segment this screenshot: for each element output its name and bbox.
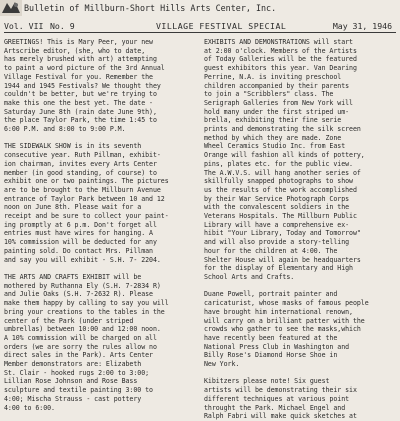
text-line: throught the Park. Michael Engel and bbox=[204, 403, 346, 412]
text-line: are to be brought to the Millburn Avenue bbox=[4, 185, 161, 194]
text-line: 4:00 to 6:00. bbox=[4, 403, 55, 412]
text-line: consecutive year. Ruth Pillman, exhibit- bbox=[4, 151, 161, 160]
text-line: School Arts and Crafts. bbox=[204, 272, 295, 281]
text-line: EXHIBITS AND DEMONSTRATIONS will start bbox=[204, 38, 353, 46]
text-line: have brought him international renown, bbox=[204, 307, 353, 316]
left-article-column bbox=[4, 38, 196, 412]
text-line: sculpture and textile painting 3:00 to bbox=[4, 386, 153, 395]
text-line: center of the Park (under striped bbox=[4, 316, 134, 325]
text-line: National Press Club in Washington and bbox=[204, 342, 350, 351]
text-line: 10% commission will be deducted for any bbox=[4, 238, 157, 247]
header-divider bbox=[4, 32, 396, 33]
text-line: Veterans Hospitals. The Millburn Public bbox=[204, 212, 357, 221]
text-line: GREETINGS! This is Mary Peer, your new bbox=[4, 38, 153, 46]
text-line: Kibitzers please note! Six guest bbox=[204, 377, 330, 386]
text-line: different techniques at various point bbox=[204, 394, 350, 403]
text-line: of Today Galleries will be the featured bbox=[204, 55, 357, 64]
text-line: Serigraph Galleries from New York will bbox=[204, 98, 353, 107]
text-line: crowds who gather to see the masks,which bbox=[204, 325, 361, 334]
text-line: entrance of Taylor Park between 10 and 12 bbox=[4, 194, 165, 203]
text-line: direct sales in the Park). Arts Center bbox=[4, 351, 153, 360]
text-line: Orange will fashion all kinds of pottery, bbox=[204, 151, 365, 160]
text-line: for the display of Elementary and High bbox=[204, 264, 353, 273]
text-line: artists will be demonstrating their six bbox=[204, 386, 357, 395]
text-line: ion chairman, invites every Arts Center bbox=[4, 159, 157, 168]
right-article-column bbox=[204, 38, 400, 421]
text-line: Ralph Fabri will make quick sketches at bbox=[204, 412, 357, 421]
text-line: Duane Powell, portrait painter and bbox=[204, 290, 338, 299]
text-line: Shelter House will again be headquarters bbox=[204, 255, 361, 264]
text-line bbox=[4, 264, 196, 273]
volume-label: Vol. VII bbox=[4, 21, 44, 31]
arts-center-logo bbox=[0, 0, 22, 16]
text-line: Library will have a comprehensive ex- bbox=[204, 220, 350, 229]
text-line: 4:00; Mischa Strauss - cast pottery bbox=[4, 394, 142, 403]
text-line: will carry on a brilliant patter with the bbox=[204, 316, 365, 325]
text-line: make this one the best yet. The date - bbox=[4, 98, 153, 107]
text-line: Wheel Ceramics Studio Inc. from East bbox=[204, 142, 346, 151]
text-line: St. Clair - hooked rugs 2:00 to 3:00; bbox=[4, 368, 150, 377]
text-line: painting sold. Do contact Mrs. Pillman bbox=[4, 246, 153, 255]
text-line: Member demonstrators are: Elizabeth bbox=[4, 360, 142, 369]
text-line: receipt and be sure to collect your paint- bbox=[4, 212, 169, 221]
logo-graphic-icon bbox=[0, 0, 22, 16]
text-line: to paint a word picture of the 3rd Annual bbox=[4, 64, 165, 73]
text-line: exhibit one or two paintings. The pictures bbox=[4, 177, 169, 186]
text-line: mothered by Ruthanna Ely (S.H. 7-2834 R) bbox=[4, 281, 161, 290]
text-line: hold many under the first striped um- bbox=[204, 107, 350, 116]
text-line: to join a "Scribblers" class. The bbox=[204, 90, 334, 99]
text-line: prints and demonstrating the silk screen bbox=[204, 125, 361, 134]
text-line: and will also provide a story-telling bbox=[204, 238, 350, 247]
text-line: hibit "Your Library, Today and Tomorrow" bbox=[204, 229, 361, 238]
text-line: skillfully snapped photographs to show bbox=[204, 177, 353, 186]
text-line: with the convalescent soldiers in the bbox=[204, 203, 350, 212]
text-line: The A.W.V.S. will hang another series of bbox=[204, 168, 361, 177]
text-line: member (in good standing, of course) to bbox=[4, 168, 157, 177]
text-line: method by which they are made. Zone bbox=[204, 133, 342, 142]
text-line: guest exhibitors this year. Van Dearing bbox=[204, 64, 357, 73]
text-line: have recently been featured at the bbox=[204, 333, 338, 342]
text-line: couldn't be better, but we're trying to bbox=[4, 90, 157, 99]
text-line bbox=[204, 282, 400, 291]
text-line bbox=[4, 134, 196, 143]
text-line: Artscribe editor, (she, who to date, bbox=[4, 46, 146, 55]
text-line: at 2:00 o'clock. Members of the Artists bbox=[204, 46, 357, 55]
text-line: brella, exhibiting their fine serie bbox=[204, 116, 342, 125]
masthead-name: Bulletin of Millburn-Short Hills Arts Center, Inc. bbox=[24, 3, 277, 13]
text-line: orders (we are sorry the rules allow no bbox=[4, 342, 157, 351]
text-line: Saturday June 8th (rain date June 9th), bbox=[4, 107, 157, 116]
text-line: pins, plates etc. for the public view. bbox=[204, 159, 353, 168]
text-line: the place Taylor Park, the time 1:45 to bbox=[4, 116, 157, 125]
text-line: Lillian Rose Johnson and Rose Bass bbox=[4, 377, 138, 386]
text-line: THE ARTS AND CRAFTS EXHIBIT will be bbox=[4, 272, 142, 281]
text-line: entries must have wires for hanging. A bbox=[4, 229, 153, 238]
text-line: hour for the children at 4:00. The bbox=[204, 246, 338, 255]
text-line: New York. bbox=[204, 360, 240, 369]
text-line: children accompanied by their parents bbox=[204, 81, 350, 90]
text-line: and Julie Oaks (S.H. 7-2632 R). Please bbox=[4, 290, 153, 299]
issue-number: No. 9 bbox=[50, 21, 75, 31]
issue-title: VILLAGE FESTIVAL SPECIAL bbox=[156, 21, 287, 31]
text-line bbox=[204, 369, 400, 378]
text-line: THE SIDEWALK SHOW is in its seventh bbox=[4, 142, 142, 151]
text-line: caricaturist, whose masks of famous people bbox=[204, 299, 369, 308]
text-line: Perrine, N.A. is inviting preschool bbox=[204, 72, 342, 81]
text-line: A 10% commission will be charged on all bbox=[4, 333, 157, 342]
text-line: noon on June 8th. Please wait for a bbox=[4, 203, 142, 212]
text-line: bring your creations to the tables in the bbox=[4, 307, 165, 316]
issue-date: May 31, 1946 bbox=[332, 21, 392, 31]
text-line: us the results of the work accomplished bbox=[204, 185, 357, 194]
text-line: by their War Service Photograph Corps bbox=[204, 194, 350, 203]
text-line: Village Festival for you. Remember the bbox=[4, 72, 153, 81]
text-line: has merely brushed with art) attempting bbox=[4, 55, 157, 64]
text-line: make them happy by calling to say you will bbox=[4, 299, 169, 308]
text-line: 6:00 P.M. and 8:00 to 9:00 P.M. bbox=[4, 125, 126, 134]
text-line: ing promptly at 6 p.m. Don't forget all bbox=[4, 220, 157, 229]
text-line: Billy Rose's Diamond Horse Shoe in bbox=[204, 351, 338, 360]
text-line: umbrellas) between 10:00 and 12:00 noon. bbox=[4, 325, 161, 334]
text-line: 1944 and 1945 Festivals? We thought they bbox=[4, 81, 161, 90]
text-line: and say you will exhibit - S.H. 7- 2204. bbox=[4, 255, 161, 264]
